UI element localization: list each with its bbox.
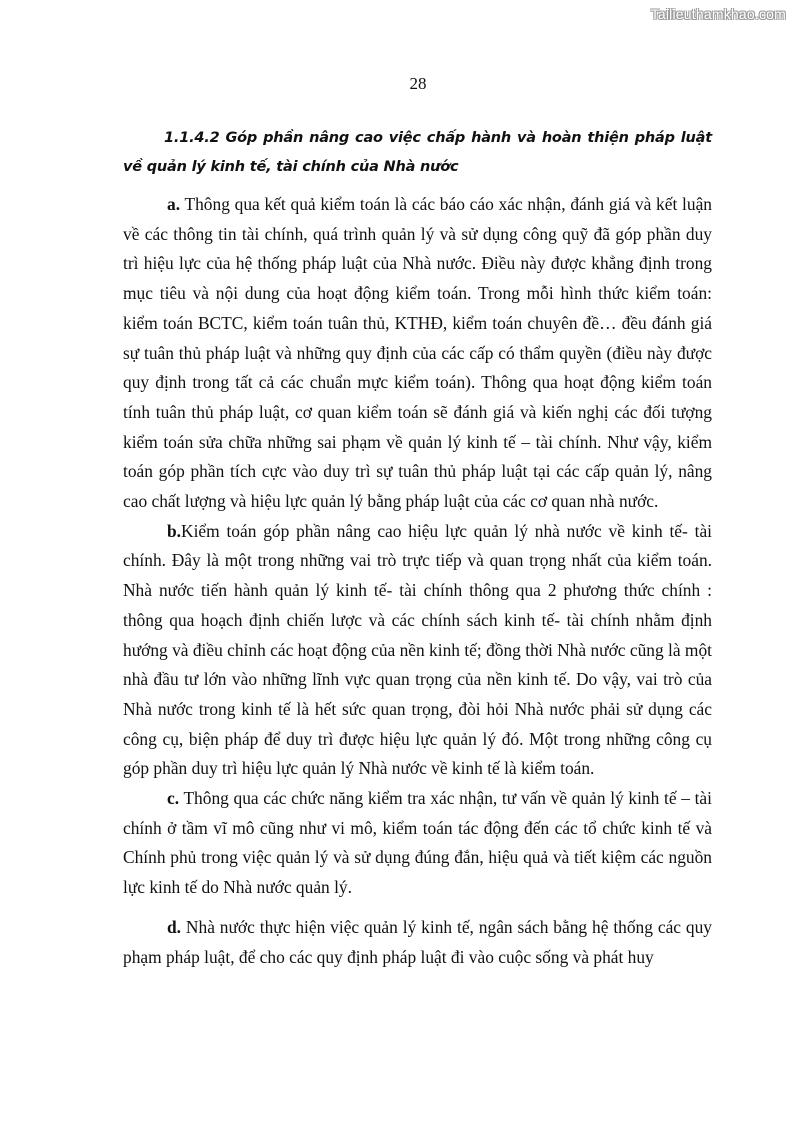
paragraph-text: Thông qua các chức năng kiểm tra xác nhận, tư vấn về quản lý kinh tế – tài chính ở tầm vĩ mô cũng như vi mô, kiểm toán tác động đến các tổ chức kinh tế và Chính phủ trong việc quản lý và sử dụng đúng đắn, hiệu quả và tiết kiệm các nguồn lực kinh tế do Nhà nước quản lý. [123, 788, 712, 898]
paragraph-label: a. [167, 194, 181, 214]
section-heading: 1.1.4.2 Góp phần nâng cao việc chấp hành và hoàn thiện pháp luật về quản lý kinh tế, tài chính của Nhà nước [123, 130, 712, 175]
watermark-text: Tailieuthamkhao.com [650, 6, 786, 22]
paragraph-label: c. [167, 788, 180, 809]
paragraph-a [123, 190, 712, 517]
paragraph-d [123, 913, 712, 972]
paragraph-label: d. [167, 916, 182, 937]
paragraph-text: Kiểm toán góp phần nâng cao hiệu lực quản lý nhà nước về kinh tế- tài chính. Đây là một trong những vai trò trực tiếp và quan trọng nhất của kiểm toán. Nhà nước tiến hành quản lý kinh tế- tài chính thông qua 2 phương thức chính : thông qua hoạch định chiến lược và các chính sách kinh tế- tài chính nhằm định hướng và điều chỉnh các hoạt động của nền kinh tế; đồng thời Nhà nước cũng là một nhà đầu tư lớn vào những lĩnh vực quan trọng của nền kinh tế. Do vậy, vai trò của Nhà nước trong kinh tế là hết sức quan trọng, đòi hỏi Nhà nước phải sử dụng các công cụ, biện pháp để duy trì được hiệu lực quản lý đó. Một trong những công cụ góp phần duy trì hiệu lực quản lý Nhà nước về kinh tế là kiểm toán. [123, 520, 712, 779]
paragraph-c [123, 784, 712, 903]
paragraph-label: b. [167, 520, 182, 541]
page-number: 28 [409, 74, 427, 93]
paragraph-text: Nhà nước thực hiện việc quản lý kinh tế, ngân sách bằng hệ thống các quy phạm pháp luật, để cho các quy định pháp luật đi vào cuộc sống và phát huy [123, 916, 712, 967]
document-body [123, 124, 712, 972]
paragraph-b [123, 517, 712, 784]
paragraph-text: Thông qua kết quả kiểm toán là các báo cáo xác nhận, đánh giá và kết luận về các thông tin tài chính, quá trình quản lý và sử dụng công quỹ đã góp phần duy trì hiệu lực của hệ thống pháp luật của Nhà nước. Điều này được khẳng định trong mục tiêu và nội dung của hoạt động kiểm toán. Trong mỗi hình thức kiểm toán: kiểm toán BCTC, kiểm toán tuân thủ, KTHĐ, kiểm toán chuyên đề… đều đánh giá sự tuân thủ pháp luật và những quy định của các cấp có thẩm quyền (điều này được quy định trong tất cả các chuẩn mực kiểm toán). Thông qua hoạt động kiểm toán tính tuân thủ pháp luật, cơ quan kiểm toán sẽ đánh giá và kiến nghị các đối tượng kiểm toán sửa chữa những sai phạm về quản lý kinh tế – tài chính. Như vậy, kiểm toán góp phần tích cực vào duy trì sự tuân thủ pháp luật tại các cấp quản lý, nâng cao chất lượng và hiệu lực quản lý bằng pháp luật của các cơ quan nhà nước. [123, 194, 712, 512]
